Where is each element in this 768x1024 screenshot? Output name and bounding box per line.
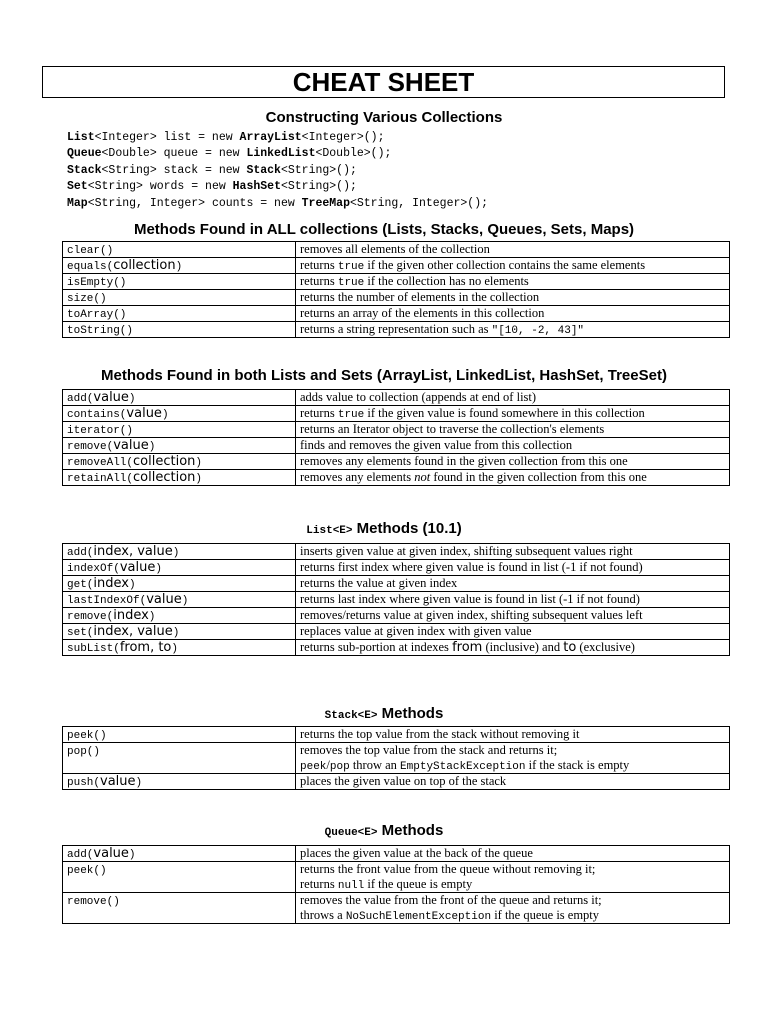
method-text: toString() — [67, 325, 134, 337]
method-description — [296, 608, 730, 624]
description-text: found in the given collection from this one — [430, 470, 647, 484]
method-text: ) — [161, 409, 169, 421]
method-text: peek() — [67, 730, 107, 742]
description-text: removes all elements of the collection — [300, 242, 490, 256]
heading-text: Methods Found in ALL collections (Lists, Stacks, Queues, Sets, Maps) — [133, 221, 635, 238]
method-text: value — [93, 846, 129, 861]
method-text: index, value — [93, 624, 173, 639]
method-description — [296, 274, 730, 290]
description-text: returns the front value from the queue without removing it; — [300, 862, 596, 876]
method-signature — [63, 774, 296, 790]
description-text: adds value to collection (appends at end of list) — [300, 390, 537, 404]
method-description — [296, 454, 730, 470]
method-text: pop() — [67, 746, 101, 758]
method-text: ) — [128, 579, 136, 591]
lists-sets-heading — [0, 367, 768, 385]
method-signature — [63, 560, 296, 576]
description-text: returns first index where given value is found in list (-1 if not found) — [300, 560, 643, 574]
table-row — [63, 576, 730, 592]
method-text: equals( — [67, 261, 114, 273]
description-text: returns the top value from the stack without removing it — [300, 727, 580, 741]
description-text: returns last index where given value is found in list (-1 if not found) — [300, 592, 640, 606]
heading-text: Methods Found in both Lists and Sets (ArrayList, LinkedList, HashSet, TreeSet) — [101, 367, 667, 384]
table-row — [63, 592, 730, 608]
description-line — [300, 306, 725, 321]
method-text: add( — [67, 393, 94, 405]
method-signature — [63, 258, 296, 274]
description-text: returns — [300, 406, 338, 420]
code-type-name: Stack — [246, 163, 281, 177]
method-description — [296, 743, 730, 774]
method-description — [296, 438, 730, 454]
method-text: retainAll( — [67, 473, 134, 485]
description-line — [300, 877, 725, 892]
description-text: if the given value is found somewhere in this collection — [364, 406, 645, 420]
method-text: remove( — [67, 441, 114, 453]
table-row — [63, 743, 730, 774]
description-text: returns an Iterator object to traverse the collection's elements — [300, 422, 605, 436]
code-type-name: Queue — [67, 147, 102, 161]
lists-sets-table — [62, 389, 730, 486]
list-methods-table — [62, 543, 730, 656]
method-signature — [63, 422, 296, 438]
method-description — [296, 290, 730, 306]
description-text: NoSuchElementException — [345, 911, 492, 923]
method-description — [296, 560, 730, 576]
method-signature — [63, 390, 296, 406]
method-text: index — [113, 608, 149, 623]
code-type-name: Stack — [67, 163, 102, 177]
method-text: ) — [128, 849, 136, 861]
constructing-heading: Constructing Various Collections — [265, 109, 503, 126]
description-text: throws a — [300, 908, 346, 922]
method-signature — [63, 470, 296, 486]
table-row — [63, 544, 730, 560]
description-line — [300, 624, 725, 639]
method-signature — [63, 743, 296, 774]
description-text: if the collection has no elements — [364, 274, 529, 288]
code-type-name: List — [67, 131, 95, 144]
table-row — [63, 242, 730, 258]
description-text: true — [337, 409, 365, 421]
method-signature — [63, 608, 296, 624]
table-row — [63, 846, 730, 862]
method-text: ) — [135, 777, 143, 789]
method-description — [296, 406, 730, 422]
description-text: throw an — [349, 758, 401, 772]
description-line — [300, 454, 725, 469]
description-text: EmptyStackException — [400, 761, 526, 773]
description-line — [300, 290, 725, 305]
heading-text: List<E> — [306, 525, 353, 537]
code-type-name: Map — [67, 196, 88, 210]
description-text: inserts given value at given index, shifting subsequent values right — [300, 544, 633, 558]
method-description — [296, 322, 730, 338]
heading-text: Methods (10.1) — [352, 520, 462, 537]
code-text: <Double>(); — [315, 147, 392, 161]
description-text: if the queue is empty — [364, 877, 473, 891]
method-text: value — [119, 560, 156, 575]
method-text: ) — [195, 473, 202, 485]
method-text: add( — [67, 849, 94, 861]
method-text: ) — [148, 611, 156, 623]
stack-methods-table — [62, 726, 730, 790]
code-text: <String> stack = new — [101, 163, 247, 177]
description-line — [300, 893, 725, 908]
method-text: ) — [175, 261, 183, 273]
method-text: ) — [155, 563, 162, 575]
method-description — [296, 390, 730, 406]
method-text: collection — [133, 454, 196, 469]
method-description — [296, 258, 730, 274]
method-description — [296, 862, 730, 893]
code-line — [67, 130, 488, 146]
description-text: pop — [329, 761, 350, 773]
table-row — [63, 322, 730, 338]
method-text: clear() — [67, 245, 114, 257]
method-text: ) — [195, 457, 202, 469]
description-text: returns — [300, 274, 338, 288]
code-type-name: ArrayList — [239, 131, 302, 144]
description-text: (inclusive) and — [482, 640, 564, 654]
method-description — [296, 640, 730, 656]
description-line — [300, 592, 725, 607]
description-text: finds and removes the given value from this collection — [300, 438, 573, 452]
description-text: returns sub-portion at indexes — [300, 640, 453, 654]
description-text: true — [337, 277, 365, 289]
method-description — [296, 774, 730, 790]
method-text: push( — [67, 777, 101, 789]
description-text: if the stack is empty — [525, 758, 630, 772]
table-row — [63, 438, 730, 454]
heading-text: Queue<E> — [324, 827, 378, 839]
description-text: returns the value at given index — [300, 576, 458, 590]
method-text: toArray() — [67, 309, 127, 321]
method-signature — [63, 727, 296, 743]
description-line — [300, 774, 725, 789]
code-line — [67, 196, 488, 212]
method-text: value — [146, 592, 182, 607]
description-text: if the given other collection contains the same elements — [364, 258, 646, 272]
method-text: from, to — [119, 640, 172, 655]
description-text: null — [337, 880, 365, 892]
description-line — [300, 908, 725, 923]
code-line — [67, 179, 488, 195]
method-text: ) — [171, 643, 178, 655]
description-text: places the given value at the back of the queue — [300, 846, 533, 860]
method-description — [296, 242, 730, 258]
table-row — [63, 640, 730, 656]
description-line — [300, 390, 725, 405]
description-line — [300, 560, 725, 575]
description-text: returns the number of elements in the collection — [300, 290, 540, 304]
table-row — [63, 862, 730, 893]
description-line — [300, 470, 725, 485]
method-signature — [63, 624, 296, 640]
code-text: <String, Integer> counts = new — [87, 196, 302, 210]
table-row — [63, 258, 730, 274]
description-text: / — [326, 758, 330, 772]
method-description — [296, 470, 730, 486]
method-description — [296, 306, 730, 322]
method-signature — [63, 290, 296, 306]
method-signature — [63, 893, 296, 924]
method-description — [296, 624, 730, 640]
method-signature — [63, 576, 296, 592]
code-line — [67, 146, 488, 162]
method-text: collection — [113, 258, 176, 273]
method-signature — [63, 438, 296, 454]
description-text: removes the top value from the stack and returns it; — [300, 743, 558, 757]
method-text: isEmpty() — [67, 277, 127, 289]
code-text: <String>(); — [280, 180, 357, 194]
constructing-code-block — [67, 130, 488, 212]
page-title: CHEAT SHEET — [42, 66, 725, 98]
method-text: lastIndexOf( — [67, 595, 147, 607]
method-text: contains( — [67, 409, 127, 421]
queue-methods-heading — [0, 822, 768, 842]
heading-text: Methods — [377, 705, 444, 722]
code-text: <String, Integer>(); — [349, 196, 488, 210]
table-row — [63, 774, 730, 790]
code-type-name: HashSet — [232, 180, 281, 194]
description-text: removes/returns value at given index, shifting subsequent values left — [300, 608, 643, 622]
method-text: removeAll( — [67, 457, 134, 469]
method-text: value — [100, 774, 136, 789]
method-signature — [63, 640, 296, 656]
description-line — [300, 743, 725, 758]
method-signature — [63, 242, 296, 258]
method-text: ) — [172, 627, 180, 639]
description-line — [300, 576, 725, 591]
description-text: places the given value on top of the stack — [300, 774, 507, 788]
description-line — [300, 274, 725, 289]
table-row — [63, 470, 730, 486]
method-signature — [63, 306, 296, 322]
description-text: "[10, -2, 43]" — [491, 325, 585, 337]
method-signature — [63, 544, 296, 560]
description-text: returns an array of the elements in this collection — [300, 306, 545, 320]
description-line — [300, 422, 725, 437]
method-text: iterator() — [67, 425, 134, 437]
method-text: size() — [67, 293, 107, 305]
method-signature — [63, 274, 296, 290]
queue-methods-table — [62, 845, 730, 924]
description-text: removes any elements — [300, 470, 415, 484]
table-row — [63, 454, 730, 470]
code-text: <String>(); — [280, 163, 357, 177]
method-text: ) — [172, 547, 180, 559]
code-type-name: TreeMap — [301, 196, 350, 210]
method-text: add( — [67, 547, 94, 559]
method-signature — [63, 454, 296, 470]
description-line — [300, 758, 725, 773]
description-line — [300, 640, 725, 655]
method-text: index — [93, 576, 129, 591]
code-type-name: LinkedList — [246, 147, 316, 161]
table-row — [63, 727, 730, 743]
method-description — [296, 576, 730, 592]
description-text: peek — [300, 761, 327, 773]
method-text: peek() — [67, 865, 107, 877]
method-description — [296, 893, 730, 924]
method-signature — [63, 406, 296, 422]
method-text: ) — [128, 393, 136, 405]
method-text: indexOf( — [67, 563, 120, 575]
code-text: <Integer>(); — [301, 131, 385, 144]
method-text: collection — [133, 470, 196, 485]
method-text: set( — [67, 627, 94, 639]
table-row — [63, 406, 730, 422]
description-text: returns a string representation such as — [300, 322, 492, 336]
code-text: <String> words = new — [87, 180, 233, 194]
heading-text: Stack<E> — [324, 710, 378, 722]
method-description — [296, 727, 730, 743]
method-text: ) — [148, 441, 156, 453]
method-text: value — [113, 438, 149, 453]
description-line — [300, 544, 725, 559]
description-text: removes the value from the front of the queue and returns it; — [300, 893, 602, 907]
description-line — [300, 438, 725, 453]
table-row — [63, 274, 730, 290]
code-text: <Integer> list = new — [94, 131, 240, 144]
method-text: value — [93, 390, 129, 405]
table-row — [63, 390, 730, 406]
description-text: removes any elements found in the given collection from this one — [300, 454, 628, 468]
description-line — [300, 846, 725, 861]
all-collections-table — [62, 241, 730, 338]
description-line — [300, 727, 725, 742]
description-line — [300, 322, 725, 337]
table-row — [63, 624, 730, 640]
code-text: <Double> queue = new — [101, 147, 247, 161]
description-line — [300, 258, 725, 273]
method-text: ) — [181, 595, 189, 607]
method-description — [296, 544, 730, 560]
table-row — [63, 560, 730, 576]
method-description — [296, 592, 730, 608]
method-signature — [63, 846, 296, 862]
description-text: if the queue is empty — [491, 908, 600, 922]
description-line — [300, 862, 725, 877]
description-text: from — [452, 640, 483, 655]
description-text: (exclusive) — [576, 640, 635, 654]
heading-text: Methods — [377, 822, 444, 839]
code-line — [67, 163, 488, 179]
method-text: get( — [67, 579, 94, 591]
table-row — [63, 608, 730, 624]
all-collections-heading — [0, 221, 768, 239]
method-description — [296, 422, 730, 438]
method-text: subList( — [67, 643, 120, 655]
method-description — [296, 846, 730, 862]
description-text: true — [337, 261, 365, 273]
description-text: not — [414, 470, 431, 484]
stack-methods-heading — [0, 705, 768, 725]
description-line — [300, 406, 725, 421]
method-text: value — [126, 406, 162, 421]
description-text: to — [563, 640, 577, 655]
method-text: remove( — [67, 611, 114, 623]
code-type-name: Set — [67, 180, 88, 194]
table-row — [63, 422, 730, 438]
table-row — [63, 306, 730, 322]
description-text: returns — [300, 877, 338, 891]
description-line — [300, 242, 725, 257]
description-line — [300, 608, 725, 623]
method-signature — [63, 322, 296, 338]
method-text: index, value — [93, 544, 173, 559]
table-row — [63, 893, 730, 924]
method-text: remove() — [67, 896, 120, 908]
description-text: replaces value at given index with given value — [300, 624, 532, 638]
method-signature — [63, 862, 296, 893]
table-row — [63, 290, 730, 306]
description-text: returns — [300, 258, 338, 272]
method-signature — [63, 592, 296, 608]
list-methods-heading — [0, 520, 768, 540]
